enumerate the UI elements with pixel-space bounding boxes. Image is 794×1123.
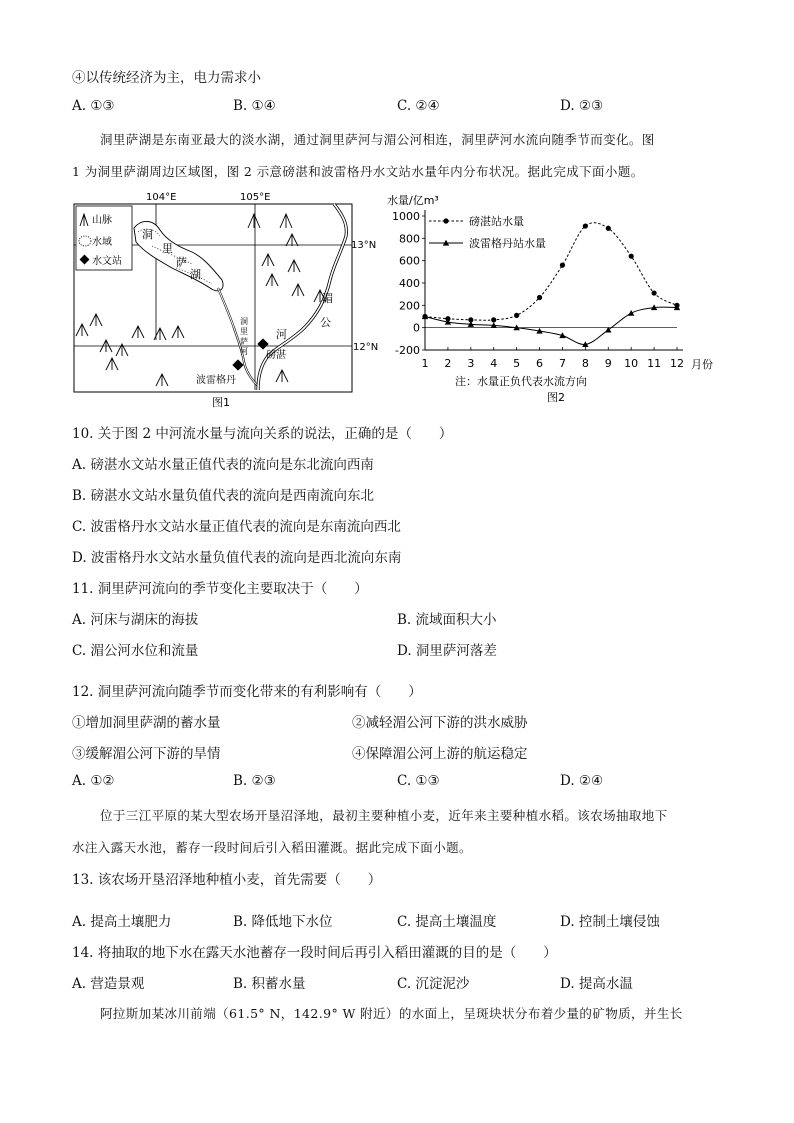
mekong-river xyxy=(258,204,346,390)
x-tick-label: 7 xyxy=(558,357,566,370)
option-item-4: ④以传统经济为主，电力需求小 xyxy=(72,70,261,86)
question-12-option-d: D. ②④ xyxy=(560,773,604,789)
intro-paragraph-line: 洞里萨湖是东南亚最大的淡水湖，通过洞里萨河与湄公河相连，洞里萨河水流向随季节而变化。图 xyxy=(100,132,655,147)
x-tick-label: 10 xyxy=(624,357,639,370)
lon-105: 105°E xyxy=(240,192,271,203)
intro-paragraph-line: 水注入露天水池，蓄存一段时间后引入稻田灌溉。据此完成下面小题。 xyxy=(72,840,472,855)
series-kampong-cham-point xyxy=(514,313,519,318)
figure-1-map xyxy=(72,190,382,410)
question-12-option-c: C. ①③ xyxy=(397,773,440,789)
lat-12: 12°N xyxy=(353,342,379,353)
question-10-stem: 10. 关于图 2 中河流水量与流向关系的说法，正确的是（ ） xyxy=(72,426,453,442)
legend-water: 水域 xyxy=(92,237,112,248)
answer-option-c: C. ②④ xyxy=(397,98,440,114)
series-kampong-cham-point xyxy=(651,290,656,295)
answer-option-a: A. ①③ xyxy=(72,98,115,114)
question-11-option-c: C. 湄公河水位和流量 xyxy=(72,643,199,659)
x-tick-label: 3 xyxy=(467,357,475,370)
x-tick-label: 5 xyxy=(513,357,521,370)
question-12-item-3: ③缓解湄公河下游的旱情 xyxy=(72,746,221,762)
question-12-item-2: ②减轻湄公河下游的洪水威胁 xyxy=(352,715,528,731)
x-tick-label: 2 xyxy=(444,357,452,370)
legend-station: 水文站 xyxy=(92,256,122,267)
station-prek-kdam-label: 波雷格丹 xyxy=(196,375,236,386)
figure-2-chart xyxy=(385,190,725,410)
question-13-stem: 13. 该农场开垦沼泽地种植小麦，首先需要（ ） xyxy=(72,872,382,888)
question-12-item-4: ④保障湄公河上游的航运稳定 xyxy=(352,746,528,762)
x-tick-label: 6 xyxy=(536,357,544,370)
answer-option-b: B. ①④ xyxy=(233,98,276,114)
series-kampong-cham-point xyxy=(491,317,496,322)
river-label: 里 xyxy=(240,327,248,336)
y-tick-label: 200 xyxy=(399,299,420,313)
question-14-option-a: A. 营造景观 xyxy=(72,976,145,992)
question-13-option-c: C. 提高土壤温度 xyxy=(397,914,497,930)
station-kampong-cham-label: 磅湛 xyxy=(266,350,286,361)
question-14-option-c: C. 沉淀泥沙 xyxy=(397,976,470,992)
legend-mountain: 山脉 xyxy=(92,215,112,226)
lake-label: 湖 xyxy=(190,268,201,281)
y-tick-label: 1000 xyxy=(392,210,420,223)
y-tick-label: 800 xyxy=(399,232,420,246)
series-kampong-cham-point xyxy=(629,254,634,259)
legend-prek-kdam-label: 波雷格丹站水量 xyxy=(469,237,546,250)
question-12-option-b: B. ②③ xyxy=(233,773,276,789)
chart-ylabel: 水量/亿m³ xyxy=(387,194,439,207)
figure-1-caption: 图1 xyxy=(212,396,230,409)
x-tick-label: 4 xyxy=(490,357,498,370)
question-12-stem: 12. 洞里萨河流向随季节而变化带来的有利影响有（ ） xyxy=(72,684,422,700)
river-label: 萨 xyxy=(240,337,248,346)
series-prek-kdam-point xyxy=(628,310,634,316)
series-kampong-cham-point xyxy=(560,263,565,268)
lake-label: 里 xyxy=(162,242,173,255)
y-tick-label: 0 xyxy=(413,321,420,335)
intro-paragraph-line: 位于三江平原的某大型农场开垦沼泽地，最初主要种植小麦，近年来主要种植水稻。该农场抽取地下 xyxy=(100,808,668,823)
legend-kampong-cham-marker xyxy=(443,218,448,223)
y-tick-label: 600 xyxy=(399,254,420,268)
mekong-label: 河 xyxy=(276,328,287,341)
question-14-option-d: D. 提高水温 xyxy=(560,976,633,992)
question-13-option-b: B. 降低地下水位 xyxy=(233,914,333,930)
question-14-stem: 14. 将抽取的地下水在露天水池蓄存一段时间后再引入稻田灌溉的目的是（ ） xyxy=(72,945,557,961)
series-kampong-cham-point xyxy=(583,223,588,228)
x-tick-label: 12 xyxy=(670,357,684,370)
question-11-option-d: D. 洞里萨河落差 xyxy=(397,643,497,659)
question-11-stem: 11. 洞里萨河流向的季节变化主要取决于（ ） xyxy=(72,581,368,597)
chart-xlabel: 月份 xyxy=(691,358,713,371)
x-tick-label: 11 xyxy=(647,357,662,370)
answer-option-d: D. ②③ xyxy=(560,98,604,114)
series-kampong-cham-point xyxy=(537,295,542,300)
y-tick-label: -200 xyxy=(395,344,420,357)
river-label: 洞 xyxy=(240,317,248,326)
question-10-option-c: C. 波雷格丹水文站水量正值代表的流向是东南流向西北 xyxy=(72,519,401,535)
series-kampong-cham-point xyxy=(606,226,611,231)
mekong-label: 湄 xyxy=(322,292,333,305)
y-tick-label: 400 xyxy=(399,277,420,290)
question-11-option-a: A. 河床与湖床的海拔 xyxy=(72,612,199,628)
intro-paragraph-line: 阿拉斯加某冰川前端（61.5° N，142.9° W 附近）的水面上，呈斑块状分布着少量的矿物质，并生长 xyxy=(100,1006,683,1021)
lake-label: 洞 xyxy=(142,228,153,241)
question-11-option-b: B. 流域面积大小 xyxy=(397,612,497,628)
question-10-option-a: A. 磅湛水文站水量正值代表的流向是东北流向西南 xyxy=(72,457,374,473)
lat-13: 13°N xyxy=(351,240,377,251)
chart-note: 注：水量正负代表水流方向 xyxy=(455,375,587,388)
series-kampong-cham-line xyxy=(425,223,677,320)
water-icon xyxy=(79,236,91,246)
question-12-item-1: ①增加洞里萨湖的蓄水量 xyxy=(72,715,221,731)
lon-104: 104°E xyxy=(146,192,177,203)
question-13-option-a: A. 提高土壤肥力 xyxy=(72,914,172,930)
station-kampong-cham xyxy=(257,338,268,349)
lake-label: 萨 xyxy=(176,256,187,269)
question-10-option-b: B. 磅湛水文站水量负值代表的流向是西南流向东北 xyxy=(72,488,375,504)
question-14-option-b: B. 积蓄水量 xyxy=(233,976,306,992)
x-tick-label: 9 xyxy=(604,357,612,370)
x-tick-label: 8 xyxy=(581,357,589,370)
river-label: 河 xyxy=(240,347,248,356)
mekong-label: 公 xyxy=(320,316,331,329)
intro-paragraph-line: 1 为洞里萨湖周边区域图，图 2 示意磅湛和波雷格丹水文站水量年内分布状况。据此完成下面小题。 xyxy=(72,164,644,179)
question-10-option-d: D. 波雷格丹水文站水量负值代表的流向是西北流向东南 xyxy=(72,550,402,566)
question-12-option-a: A. ①② xyxy=(72,773,115,789)
question-13-option-d: D. 控制土壤侵蚀 xyxy=(560,914,660,930)
figure-2-caption: 图2 xyxy=(547,391,565,404)
x-tick-label: 1 xyxy=(421,357,429,370)
series-prek-kdam-line xyxy=(425,307,677,344)
station-prek-kdam xyxy=(232,359,243,370)
legend-kampong-cham-label: 磅湛站水量 xyxy=(469,215,524,228)
